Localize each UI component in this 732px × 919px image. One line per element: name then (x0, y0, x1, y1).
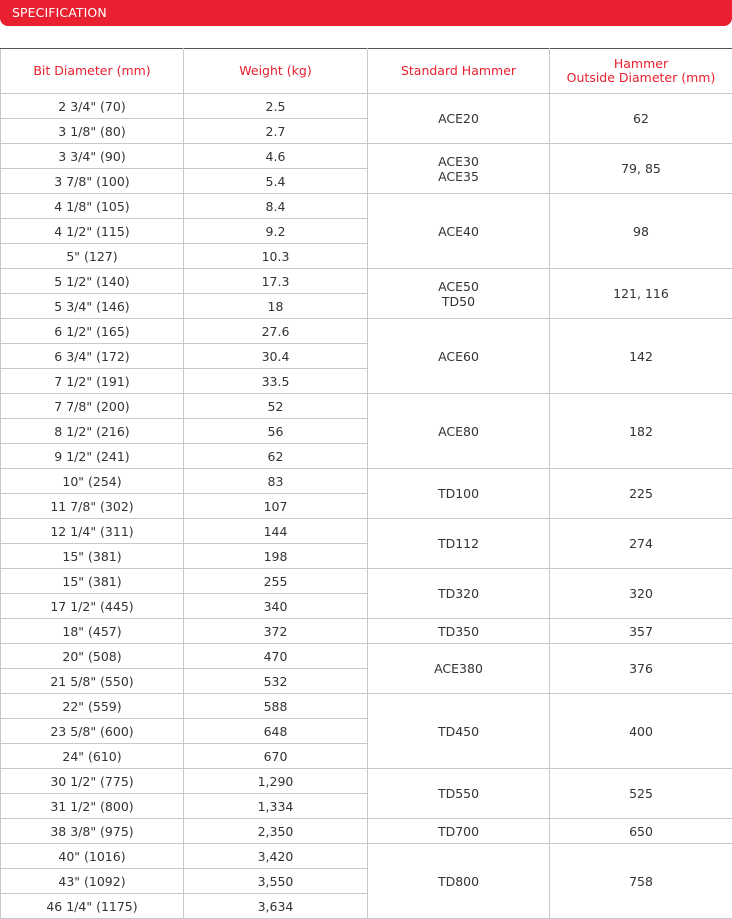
standard-hammer-cell (368, 519, 550, 569)
hammer-model: ACE20 (438, 111, 479, 126)
outside-diameter-cell: 758 (550, 844, 732, 919)
table-row (1, 194, 732, 219)
weight-cell: 670 (184, 744, 368, 769)
hammer-model: TD550 (437, 786, 480, 801)
outside-diameter-cell: 320 (550, 569, 732, 619)
hammer-model: ACE50 (438, 278, 479, 294)
header-standard-hammer: Standard Hammer (368, 49, 550, 94)
weight-cell: 144 (184, 519, 368, 544)
weight-cell: 340 (184, 594, 368, 619)
bit-diameter-cell: 2 3/4" (70) (1, 94, 184, 119)
outside-diameter-cell: 400 (550, 694, 732, 769)
hammer-model: ACE80 (438, 423, 479, 439)
bit-diameter-cell: 20" (508) (1, 644, 184, 669)
weight-cell: 4.6 (184, 144, 368, 169)
weight-cell: 107 (184, 494, 368, 519)
weight-cell: 10.3 (184, 244, 368, 269)
weight-cell: 2.5 (184, 94, 368, 119)
weight-cell: 3,550 (184, 869, 368, 894)
weight-cell: 372 (184, 619, 368, 644)
weight-cell: 62 (184, 444, 368, 469)
hammer-model: ACE60 (438, 348, 479, 364)
hammer-model: ACE30 (438, 153, 479, 169)
weight-cell: 56 (184, 419, 368, 444)
weight-cell: 83 (184, 469, 368, 494)
bit-diameter-cell: 40" (1016) (1, 844, 184, 869)
bit-diameter-cell: 23 5/8" (600) (1, 719, 184, 744)
hammer-model: TD700 (437, 823, 480, 839)
outside-diameter-cell: 225 (550, 469, 732, 519)
weight-cell: 470 (184, 644, 368, 669)
banner-title: SPECIFICATION (12, 5, 107, 20)
standard-hammer-cell (368, 769, 550, 819)
outside-diameter-cell: 62 (550, 94, 732, 144)
weight-cell: 9.2 (184, 219, 368, 244)
standard-hammer-cell (368, 694, 550, 769)
specification-banner (0, 0, 732, 26)
outside-diameter-cell: 274 (550, 519, 732, 569)
bit-diameter-cell: 3 1/8" (80) (1, 119, 184, 144)
standard-hammer-cell (368, 644, 550, 694)
bit-diameter-cell: 18" (457) (1, 619, 184, 644)
table-row (1, 844, 732, 869)
standard-hammer-cell (368, 319, 550, 394)
weight-cell: 33.5 (184, 369, 368, 394)
bit-diameter-cell: 10" (254) (1, 469, 184, 494)
weight-cell: 588 (184, 694, 368, 719)
bit-diameter-cell: 5 1/2" (140) (1, 269, 184, 294)
bit-diameter-cell: 5" (127) (1, 244, 184, 269)
hammer-model: ACE40 (438, 223, 479, 239)
table-header-row (1, 49, 732, 94)
hammer-model: TD350 (437, 623, 480, 639)
bit-diameter-cell: 7 7/8" (200) (1, 394, 184, 419)
table-row (1, 394, 732, 419)
table-row (1, 569, 732, 594)
outside-diameter-cell: 357 (550, 619, 732, 644)
standard-hammer-cell (368, 469, 550, 519)
table-row (1, 519, 732, 544)
bit-diameter-cell: 3 7/8" (100) (1, 169, 184, 194)
weight-cell: 532 (184, 669, 368, 694)
hammer-model: ACE380 (434, 661, 483, 676)
outside-diameter-cell: 98 (550, 194, 732, 269)
weight-cell: 17.3 (184, 269, 368, 294)
standard-hammer-cell (368, 569, 550, 619)
weight-cell: 1,290 (184, 769, 368, 794)
weight-cell: 648 (184, 719, 368, 744)
bit-diameter-cell: 38 3/8" (975) (1, 819, 184, 844)
standard-hammer-cell (368, 394, 550, 469)
table-row (1, 644, 732, 669)
outside-diameter-cell: 142 (550, 319, 732, 394)
hammer-model: TD800 (437, 873, 480, 889)
table-row (1, 694, 732, 719)
bit-diameter-cell: 30 1/2" (775) (1, 769, 184, 794)
standard-hammer-cell (368, 619, 550, 644)
outside-diameter-cell: 182 (550, 394, 732, 469)
table-row (1, 619, 732, 644)
bit-diameter-cell: 7 1/2" (191) (1, 369, 184, 394)
bit-diameter-cell: 4 1/2" (115) (1, 219, 184, 244)
outside-diameter-cell: 79, 85 (550, 144, 732, 194)
bit-diameter-cell: 4 1/8" (105) (1, 194, 184, 219)
standard-hammer-cell (368, 844, 550, 919)
bit-diameter-cell: 9 1/2" (241) (1, 444, 184, 469)
hammer-model: TD100 (437, 486, 480, 501)
bit-diameter-cell: 15" (381) (1, 544, 184, 569)
weight-cell: 3,634 (184, 894, 368, 919)
header-bit-diameter: Bit Diameter (mm) (1, 49, 184, 94)
bit-diameter-cell: 22" (559) (1, 694, 184, 719)
header-hammer-outside-diameter (550, 49, 732, 94)
weight-cell: 52 (184, 394, 368, 419)
header-od-line1: Hammer (613, 56, 669, 71)
outside-diameter-cell: 121, 116 (550, 269, 732, 319)
table-row (1, 469, 732, 494)
hammer-model: ACE35 (438, 168, 479, 184)
table-row (1, 319, 732, 344)
bit-diameter-cell: 3 3/4" (90) (1, 144, 184, 169)
header-od-line2: Outside Diameter (mm) (566, 70, 716, 85)
header-weight: Weight (kg) (184, 49, 368, 94)
table-row (1, 94, 732, 119)
table-row (1, 819, 732, 844)
weight-cell: 5.4 (184, 169, 368, 194)
hammer-model: TD450 (437, 723, 480, 739)
weight-cell: 18 (184, 294, 368, 319)
bit-diameter-cell: 12 1/4" (311) (1, 519, 184, 544)
hammer-model: TD50 (441, 293, 476, 309)
weight-cell: 27.6 (184, 319, 368, 344)
outside-diameter-cell: 650 (550, 819, 732, 844)
hammer-model: TD320 (437, 586, 480, 601)
outside-diameter-cell: 376 (550, 644, 732, 694)
table-row (1, 144, 732, 169)
bit-diameter-cell: 31 1/2" (800) (1, 794, 184, 819)
bit-diameter-cell: 5 3/4" (146) (1, 294, 184, 319)
hammer-model: TD112 (437, 536, 480, 551)
standard-hammer-cell (368, 269, 550, 319)
weight-cell: 2,350 (184, 819, 368, 844)
weight-cell: 1,334 (184, 794, 368, 819)
weight-cell: 30.4 (184, 344, 368, 369)
bit-diameter-cell: 15" (381) (1, 569, 184, 594)
specification-table (0, 48, 732, 919)
standard-hammer-cell (368, 94, 550, 144)
bit-diameter-cell: 21 5/8" (550) (1, 669, 184, 694)
outside-diameter-cell: 525 (550, 769, 732, 819)
weight-cell: 198 (184, 544, 368, 569)
bit-diameter-cell: 43" (1092) (1, 869, 184, 894)
table-row (1, 269, 732, 294)
bit-diameter-cell: 6 3/4" (172) (1, 344, 184, 369)
table-row (1, 769, 732, 794)
bit-diameter-cell: 17 1/2" (445) (1, 594, 184, 619)
weight-cell: 2.7 (184, 119, 368, 144)
bit-diameter-cell: 11 7/8" (302) (1, 494, 184, 519)
weight-cell: 3,420 (184, 844, 368, 869)
bit-diameter-cell: 8 1/2" (216) (1, 419, 184, 444)
bit-diameter-cell: 46 1/4" (1175) (1, 894, 184, 919)
weight-cell: 255 (184, 569, 368, 594)
weight-cell: 8.4 (184, 194, 368, 219)
standard-hammer-cell (368, 819, 550, 844)
standard-hammer-cell (368, 194, 550, 269)
bit-diameter-cell: 6 1/2" (165) (1, 319, 184, 344)
bit-diameter-cell: 24" (610) (1, 744, 184, 769)
standard-hammer-cell (368, 144, 550, 194)
